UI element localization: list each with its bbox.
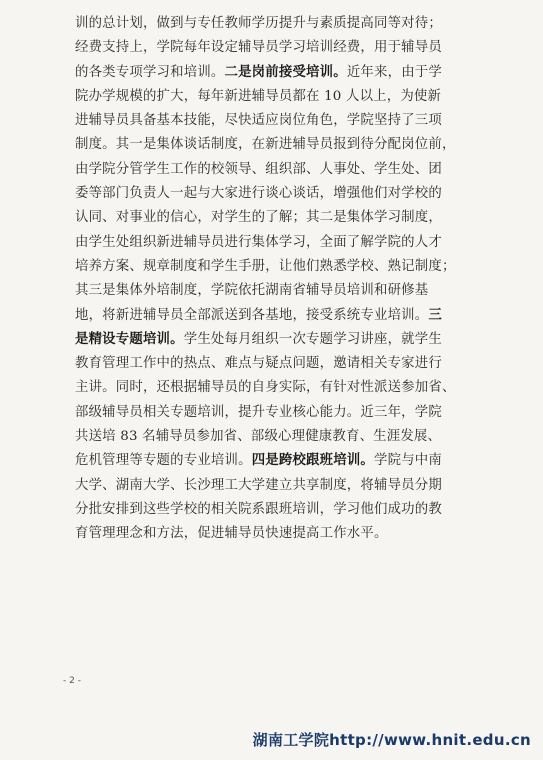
text-line [75,158,475,182]
text-line [75,133,475,157]
text-line [75,304,475,328]
text-line [75,109,475,133]
text-line [75,36,475,60]
text-line [75,182,475,206]
text-line [75,255,475,279]
text-line [75,328,475,352]
text-segment: 其三是集体外培制度，学院依托湖南省辅导员培训和研修基 [75,283,429,299]
bold-heading-segment: 三 [428,307,442,323]
text-line [75,85,475,109]
text-segment: 由学院分管学生工作的校领导、组织部、人事处、学生处、团 [75,161,442,177]
text-line [75,279,475,303]
text-segment: 大学、湖南大学、长沙理工大学建立共享制度，将辅导员分期 [75,477,442,493]
text-segment: 危机管理等专题的专业培训。 [75,453,252,469]
text-segment: 共送培 83 名辅导员参加省、部级心理健康教育、生涯发展、 [75,429,442,445]
text-segment: 由学生处组织新进辅导员进行集体学习，全面了解学院的人才 [75,234,442,250]
text-line [75,425,475,449]
text-segment: 育管理理念和方法，促进辅导员快速提高工作水平。 [75,526,388,542]
text-segment: 部级辅导员相关专题培训，提升专业核心能力。近三年，学院 [75,404,442,420]
text-segment: 学院与中南 [374,453,442,469]
text-line [75,206,475,230]
body-text [75,12,475,547]
text-line [75,401,475,425]
text-segment: 经费支持上，学院每年设定辅导员学习培训经费，用于辅导员 [75,40,442,56]
page-number: - 2 - [63,676,81,686]
text-line [75,498,475,522]
watermark: 湖南工学院http://www.hnit.edu.cn [252,731,531,749]
bold-heading-segment: 二是岗前接受培训。 [224,64,347,80]
text-segment: 训的总计划，做到与专任教师学历提升与素质提高同等对待； [75,16,442,31]
bold-heading-segment: 是精设专题培训。 [75,331,184,347]
text-segment: 主讲。同时，还根据辅导员的自身实际，有针对性派送参加省、 [75,380,456,396]
text-segment: 的各类专项学习和培训。 [75,64,225,80]
text-line [75,376,475,400]
text-segment: 近年来，由于学 [346,64,442,80]
text-segment: 地，将新进辅导员全部派送到各基地，接受系统专业培训。 [75,307,429,323]
text-segment: 学生处每月组织一次专题学习讲座，就学生 [183,331,442,347]
text-segment: 制度。其一是集体谈话制度，在新进辅导员报到待分配岗位前， [75,137,456,153]
text-segment: 教育管理工作中的热点、难点与疑点问题，邀请相关专家进行 [75,356,442,372]
text-segment: 认同、对事业的信心，对学生的了解；其二是集体学习制度， [75,210,442,226]
text-line [75,474,475,498]
text-line [75,12,475,36]
text-line [75,449,475,473]
text-segment: 分批安排到这些学校的相关院系跟班培训，学习他们成功的教 [75,501,442,517]
text-segment: 委等部门负责人一起与大家进行谈心谈话，增强他们对学校的 [75,186,442,202]
text-line [75,61,475,85]
text-line [75,352,475,376]
text-line [75,522,475,546]
text-segment: 培养方案、规章制度和学生手册，让他们熟悉学校、熟记制度； [75,258,456,274]
bold-heading-segment: 四是跨校跟班培训。 [251,453,375,469]
text-line [75,231,475,255]
text-segment: 进辅导员具备基本技能，尽快适应岗位角色，学院坚持了三项 [75,113,442,129]
text-segment: 院办学规模的扩大，每年新进辅导员都在 10 人以上，为使新 [75,88,442,104]
